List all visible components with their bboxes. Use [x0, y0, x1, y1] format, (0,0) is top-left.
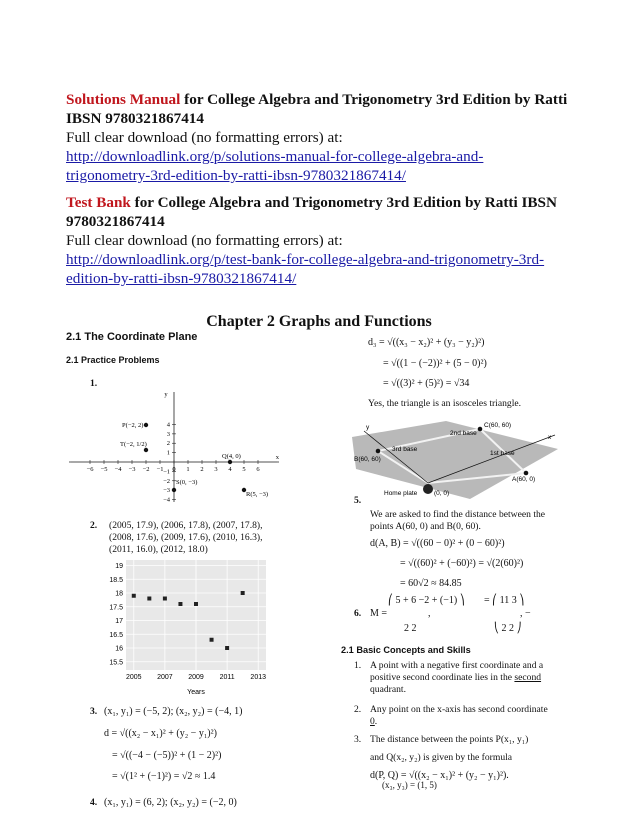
point-B: [376, 449, 381, 454]
y-tick-label: 2: [166, 440, 170, 448]
data-point: [225, 646, 229, 650]
b3-formula: d(P, Q) = √((x₂ − x₁)² + (y₂ − y₁)²).: [370, 770, 509, 781]
y-tick-label: 17.5: [109, 604, 123, 612]
x-tick-label: −3: [128, 466, 136, 473]
isosceles-text: Yes, the triangle is an isosceles triangle.: [368, 398, 522, 409]
point-T: [144, 448, 148, 452]
point-label: Q(4, 0): [222, 453, 241, 460]
y-tick-label: −3: [163, 487, 170, 495]
header-block-solutions: [66, 90, 576, 185]
x-tick-label: 3: [214, 466, 218, 473]
section-heading: 2.1 The Coordinate Plane: [66, 331, 198, 343]
solutions-title-rest: for College Algebra and Trigonometry 3rd Edition by Ratti IBSN 9780321867414: [66, 91, 568, 127]
solutions-link[interactable]: http://downloadlink.org/p/solutions-manual-for-college-algebra-and- trigonometry-3rd-edition-by-ratti-ibsn-9780321867414/: [66, 148, 484, 184]
d3-line-1: d₃ = √((x₃ − x₂)² + (y₃ − y₂)²): [368, 337, 485, 348]
label-y: y: [366, 424, 370, 431]
item-6-result-comma: , −: [520, 608, 531, 619]
y-tick-label: 19: [115, 563, 123, 570]
item-3-line-3: = √((−4 − (−5))² + (1 − 2)²): [112, 750, 222, 761]
item-4-line: (x₁, y₁) = (6, 2); (x₂, y₂) = (−2, 0): [104, 797, 237, 808]
item-1-number: 1.: [90, 378, 98, 389]
label-1st-base: 1st base: [490, 450, 515, 457]
y-tick-label: 18.5: [109, 576, 123, 584]
item-6-fraction-top: ⎛ 5 + 6 −2 + (−1) ⎞: [388, 595, 465, 606]
x-tick-label: −5: [100, 466, 108, 473]
item-5-text: We are asked to find the distance between the points A(60, 0) and B(0, 60).: [370, 509, 546, 532]
d3-line-2: = √((1 − (−2))² + (5 − 0)²): [383, 358, 487, 369]
b2-answer: 0: [370, 716, 375, 727]
point-C: [478, 427, 483, 432]
point-label: S(0, −3): [176, 479, 198, 486]
item-6-M: M =: [370, 608, 388, 619]
x-axis-label: Years: [187, 689, 205, 696]
data-point: [178, 602, 182, 606]
y-tick-label: −4: [163, 496, 170, 504]
label-B: B(60, 60): [354, 456, 381, 463]
item-6-result-bottom: ⎝ 2 2 ⎠: [494, 623, 522, 634]
point-S: [172, 488, 176, 492]
testbank-link[interactable]: http://downloadlink.org/p/test-bank-for-college-algebra-and-trigonometry-3rd- edition-by-ratti-ibsn-9780321867414/: [66, 251, 545, 287]
item-3-line-2: d = √((x₂ − x₁)² + (y₂ − y₁)²): [104, 728, 217, 739]
data-point: [163, 597, 167, 601]
baseball-diamond-diagram: [350, 415, 560, 500]
y-axis-label: y: [164, 391, 168, 398]
x-tick-label: 4: [228, 466, 232, 473]
item-6-fraction-bottom: 2 2: [404, 623, 417, 634]
x-tick-label: −4: [114, 466, 122, 473]
y-tick-label: −2: [163, 477, 170, 485]
item-6-result-top: = ⎛ 11 3 ⎞: [484, 595, 525, 606]
label-C: C(60, 60): [484, 422, 512, 429]
label-origin: (0, 0): [434, 490, 450, 497]
item-3-number: 3.: [90, 706, 98, 717]
y-tick-label: −1: [163, 468, 170, 476]
point-A: [524, 471, 529, 476]
label-3rd-base: 3rd base: [392, 446, 418, 453]
header-block-testbank: [66, 193, 576, 288]
b3-text-1: The distance between the points P(x₁, y₁): [370, 734, 529, 745]
y-tick-label: 3: [166, 430, 170, 438]
point-P: [144, 423, 148, 427]
x-axis-label: x: [275, 454, 279, 461]
b2-text: Any point on the x-axis has second coordinate 0.: [370, 704, 548, 727]
y-tick-label: 1: [166, 449, 170, 457]
data-point: [241, 591, 245, 595]
item-4-number: 4.: [90, 797, 98, 808]
y-tick-label: 18: [115, 590, 123, 598]
y-tick-label: 17: [115, 618, 123, 625]
d3-line-3: = √((3)² + (5)²) = √34: [383, 378, 470, 389]
point-label: T(−2, 1/2): [120, 441, 147, 448]
item-2-number: 2.: [90, 520, 98, 531]
x-tick-label: 5: [242, 466, 246, 473]
testbank-title-rest: for College Algebra and Trigonometry 3rd Edition by Ratti IBSN 9780321867414: [66, 194, 557, 230]
b3-text-2: and Q(x₂, y₂) is given by the formula: [370, 752, 513, 763]
item-5-math-1: d(A, B) = √((60 − 0)² + (0 − 60)²): [370, 538, 505, 549]
x-tick-label: −1: [156, 466, 164, 473]
item-5-math-3: = 60√2 ≈ 84.85: [400, 578, 462, 589]
x-tick-label: −2: [142, 466, 150, 473]
label-2nd-base: 2nd base: [450, 430, 477, 437]
basic-concepts-heading: 2.1 Basic Concepts and Skills: [341, 645, 471, 655]
data-point: [194, 602, 198, 606]
y-tick-label: 16.5: [109, 631, 123, 639]
b1-number: 1.: [354, 660, 362, 671]
item-5-math-2: = √((60)² + (−60)²) = √(2(60)²): [400, 558, 524, 569]
practice-heading: 2.1 Practice Problems: [66, 355, 160, 365]
item-6-comma: ,: [428, 608, 431, 619]
test-bank-title: Test Bank: [66, 194, 131, 211]
x-tick-label: −6: [86, 466, 94, 473]
point-Q: [228, 460, 232, 464]
label-x: x: [548, 434, 552, 441]
scatter-chart: [96, 558, 276, 698]
x-tick-label: 2013: [250, 674, 267, 681]
x-tick-label: 6: [256, 466, 260, 473]
solutions-manual-title: Solutions Manual: [66, 91, 181, 108]
b3-overlap-text: (x₃, y₃) = (1, 5): [382, 780, 437, 790]
item-5-number: 5.: [354, 495, 362, 506]
item-2-text: (2005, 17.9), (2006, 17.8), (2007, 17.8), (2008, 17.6), (2009, 17.6), (2010, 16.3), (2011, 16.0), (2012, 18.0): [109, 520, 263, 555]
x-tick-label: 2007: [157, 674, 173, 681]
b1-text: A point with a negative first coordinate and a positive second coordinate lies in the second quadrant.: [370, 660, 544, 695]
data-point: [132, 594, 136, 598]
b2-number: 2.: [354, 704, 362, 715]
y-tick-label: 4: [166, 421, 170, 429]
point-label: P(−2, 2): [122, 422, 144, 429]
x-tick-label: 2011: [219, 674, 235, 681]
x-tick-label: 2: [200, 466, 204, 473]
x-tick-label: 2009: [188, 674, 204, 681]
data-point: [210, 638, 214, 642]
coordinate-plane-graph: [65, 386, 285, 508]
label-home-plate: Home plate: [384, 490, 418, 497]
point-label: R(5, −3): [246, 491, 269, 498]
label-A: A(60, 0): [512, 476, 536, 483]
y-tick-label: 16: [115, 645, 123, 653]
b1-answer: second: [514, 672, 542, 683]
home-plate-marker: [423, 484, 433, 494]
x-tick-label: 1: [186, 466, 190, 473]
x-tick-label: 2005: [125, 674, 142, 681]
data-point: [147, 597, 151, 601]
y-tick-label: 15.5: [109, 659, 123, 667]
point-R: [242, 488, 246, 492]
chapter-title: Chapter 2 Graphs and Functions: [206, 313, 432, 330]
b3-number: 3.: [354, 734, 362, 745]
item-3-line-4: = √(1² + (−1)²) = √2 ≈ 1.4: [112, 771, 216, 782]
download-text: Full clear download (no formatting errors) at:: [66, 129, 343, 146]
x-tick-label: 0: [172, 466, 176, 473]
item-3-line-1: (x₁, y₁) = (−5, 2); (x₂, y₂) = (−4, 1): [104, 706, 243, 717]
download-text: Full clear download (no formatting errors) at:: [66, 232, 343, 249]
item-6-number: 6.: [354, 608, 362, 619]
